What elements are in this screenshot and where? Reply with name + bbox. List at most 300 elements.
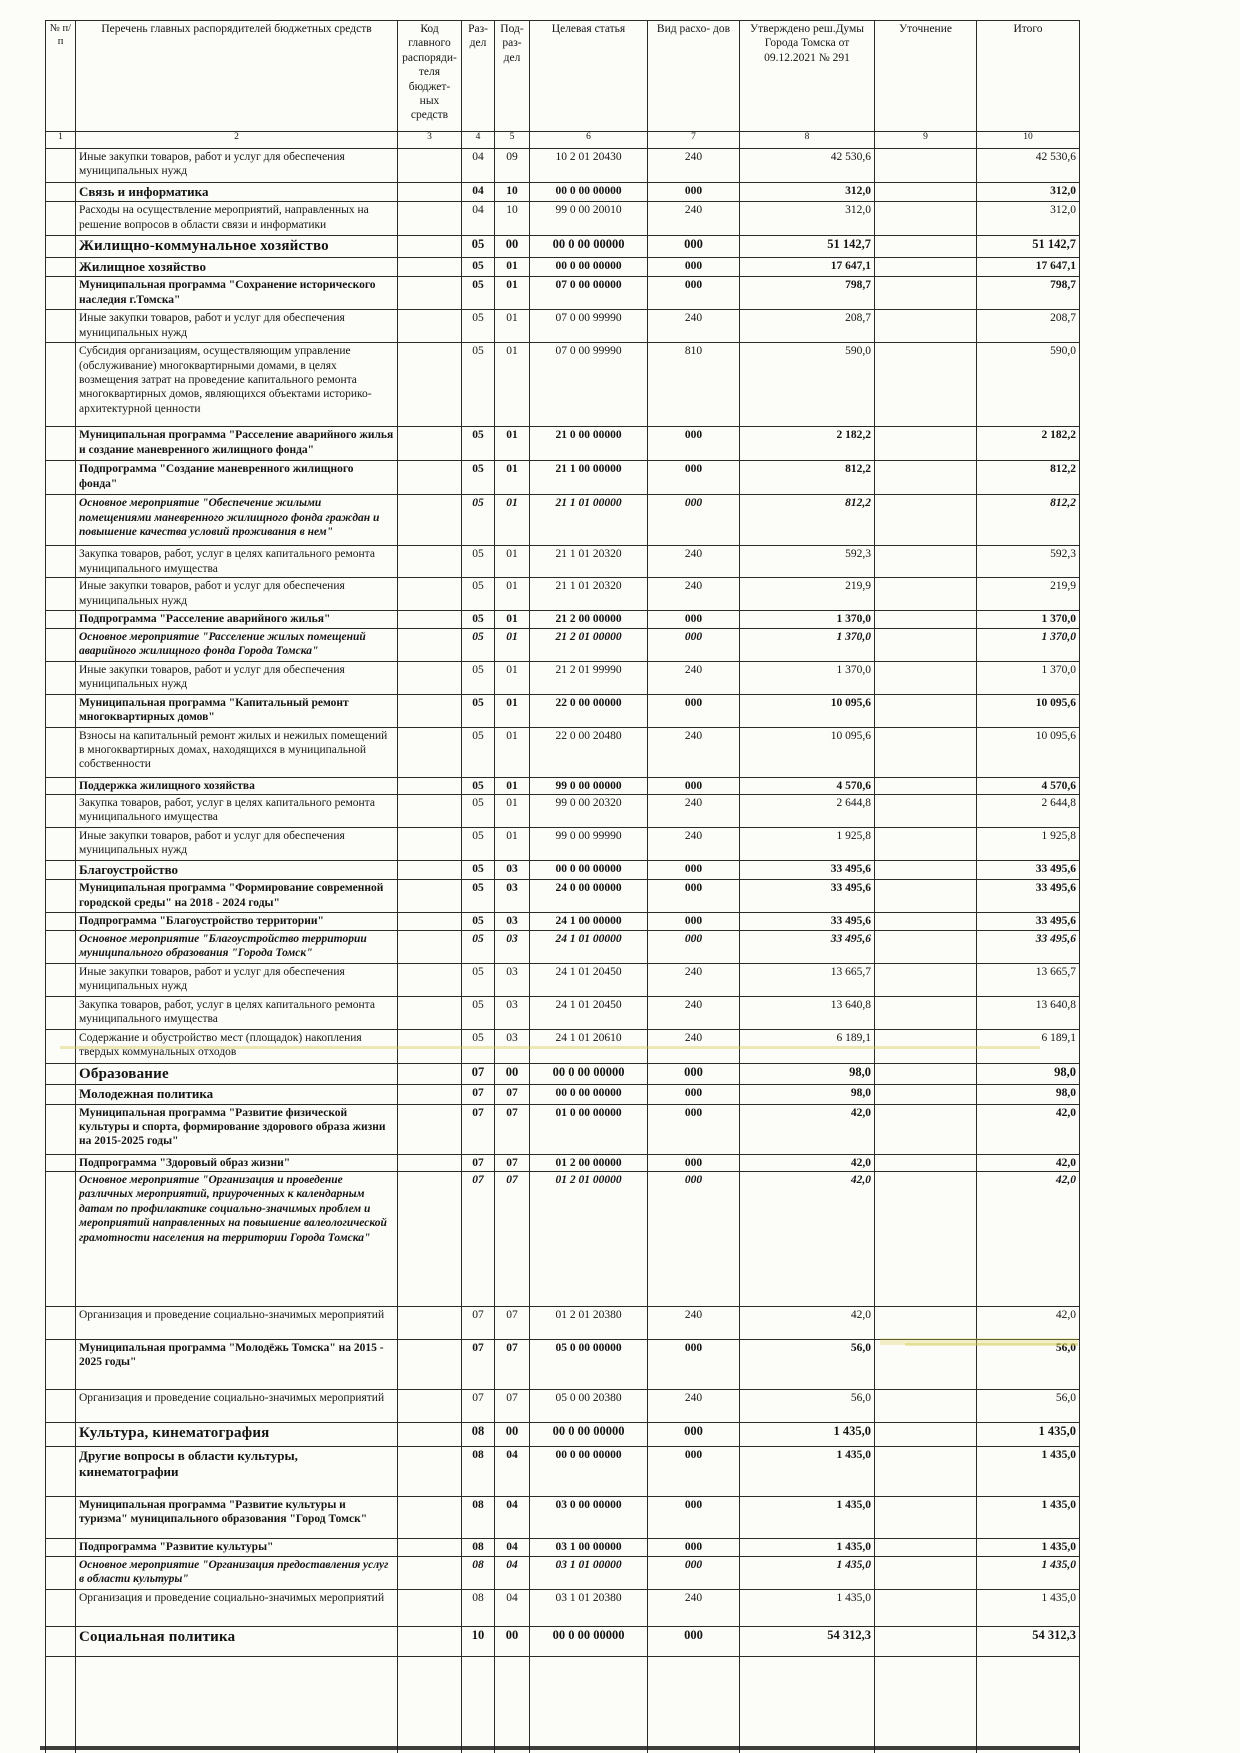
cell-total: 812,2 <box>977 495 1080 546</box>
table-row <box>46 1423 1080 1447</box>
cell-grbs-code <box>398 1423 462 1447</box>
col-number: 2 <box>76 132 398 149</box>
cell-approved: 1 435,0 <box>740 1423 875 1447</box>
cell-num <box>46 1063 76 1085</box>
cell-num <box>46 427 76 461</box>
table-row <box>46 1497 1080 1539</box>
cell-approved: 312,0 <box>740 183 875 202</box>
cell-total: 798,7 <box>977 277 1080 310</box>
cell-name: Муниципальная программа "Расселение аварийного жилья и создание маневренного жилищного фонда" <box>76 427 398 461</box>
cell-expense-type: 240 <box>648 1590 740 1627</box>
cell-name: Подпрограмма "Создание маневренного жилищного фонда" <box>76 461 398 495</box>
cell-razdel: 05 <box>462 963 495 996</box>
cell-expense-type: 000 <box>648 694 740 727</box>
cell-expense-type: 000 <box>648 258 740 277</box>
cell-target-article: 99 0 00 00000 <box>530 777 648 794</box>
cell-num <box>46 1172 76 1307</box>
cell-razdel: 10 <box>462 1627 495 1657</box>
cell-razdel: 05 <box>462 777 495 794</box>
cell-expense-type: 000 <box>648 277 740 310</box>
cell-adjustment <box>875 611 977 628</box>
cell-approved <box>740 1657 875 1753</box>
cell-grbs-code <box>398 183 462 202</box>
cell-expense-type: 000 <box>648 427 740 461</box>
table-row <box>46 913 1080 930</box>
col-header-expense-type: Вид расхо- дов <box>648 21 740 132</box>
cell-adjustment <box>875 930 977 963</box>
cell-name: Жилищное хозяйство <box>76 258 398 277</box>
cell-expense-type: 810 <box>648 343 740 427</box>
cell-num <box>46 1447 76 1497</box>
cell-expense-type: 000 <box>648 461 740 495</box>
cell-target-article: 00 0 00 00000 <box>530 1423 648 1447</box>
cell-adjustment <box>875 546 977 578</box>
cell-razdel: 05 <box>462 930 495 963</box>
cell-grbs-code <box>398 1627 462 1657</box>
cell-grbs-code <box>398 1447 462 1497</box>
cell-name: Культура, кинематография <box>76 1423 398 1447</box>
cell-adjustment <box>875 1172 977 1307</box>
cell-num <box>46 1390 76 1423</box>
cell-expense-type: 240 <box>648 996 740 1029</box>
cell-target-article: 24 1 01 00000 <box>530 930 648 963</box>
cell-num <box>46 795 76 828</box>
cell-grbs-code <box>398 1307 462 1340</box>
cell-num <box>46 1085 76 1104</box>
cell-num <box>46 930 76 963</box>
col-number: 8 <box>740 132 875 149</box>
cell-total: 42,0 <box>977 1307 1080 1340</box>
cell-expense-type: 240 <box>648 578 740 611</box>
cell-target-article: 21 2 01 99990 <box>530 661 648 694</box>
cell-num <box>46 461 76 495</box>
cell-name: Расходы на осуществление мероприятий, направленных на решение вопросов в области связи и информатики <box>76 202 398 236</box>
cell-name: Содержание и обустройство мест (площадок) накопления твердых коммунальных отходов <box>76 1029 398 1063</box>
cell-adjustment <box>875 1657 977 1753</box>
cell-adjustment <box>875 1104 977 1154</box>
table-row <box>46 546 1080 578</box>
cell-total: 33 495,6 <box>977 880 1080 913</box>
cell-target-article <box>530 1657 648 1753</box>
cell-podrazdel: 07 <box>495 1154 530 1171</box>
cell-grbs-code <box>398 1539 462 1557</box>
cell-grbs-code <box>398 828 462 861</box>
cell-razdel: 04 <box>462 183 495 202</box>
table-row <box>46 930 1080 963</box>
cell-num <box>46 149 76 183</box>
cell-razdel: 05 <box>462 795 495 828</box>
cell-expense-type: 000 <box>648 628 740 661</box>
cell-podrazdel: 03 <box>495 913 530 930</box>
cell-razdel: 08 <box>462 1497 495 1539</box>
cell-adjustment <box>875 1423 977 1447</box>
cell-podrazdel: 01 <box>495 628 530 661</box>
cell-grbs-code <box>398 1557 462 1590</box>
table-row <box>46 427 1080 461</box>
cell-num <box>46 1627 76 1657</box>
cell-target-article: 24 1 01 20450 <box>530 963 648 996</box>
table-row <box>46 1627 1080 1657</box>
cell-name: Иные закупки товаров, работ и услуг для обеспечения муниципальных нужд <box>76 310 398 343</box>
cell-grbs-code <box>398 149 462 183</box>
cell-name: Иные закупки товаров, работ и услуг для обеспечения муниципальных нужд <box>76 963 398 996</box>
cell-adjustment <box>875 310 977 343</box>
col-number: 9 <box>875 132 977 149</box>
col-number: 4 <box>462 132 495 149</box>
cell-podrazdel: 01 <box>495 661 530 694</box>
table-row <box>46 777 1080 794</box>
cell-adjustment <box>875 149 977 183</box>
cell-total: 17 647,1 <box>977 258 1080 277</box>
cell-name: Муниципальная программа "Формирование современной городской среды" на 2018 - 2024 годы" <box>76 880 398 913</box>
cell-name: Поддержка жилищного хозяйства <box>76 777 398 794</box>
cell-target-article: 01 2 00 00000 <box>530 1154 648 1171</box>
cell-grbs-code <box>398 611 462 628</box>
cell-approved: 590,0 <box>740 343 875 427</box>
cell-grbs-code <box>398 1390 462 1423</box>
cell-approved: 219,9 <box>740 578 875 611</box>
col-header-approved: Утверждено реш.Думы Города Томска от 09.12.2021 № 291 <box>740 21 875 132</box>
cell-approved: 798,7 <box>740 277 875 310</box>
cell-razdel: 05 <box>462 427 495 461</box>
table-row <box>46 727 1080 777</box>
cell-total: 592,3 <box>977 546 1080 578</box>
cell-razdel: 05 <box>462 996 495 1029</box>
cell-total: 1 370,0 <box>977 628 1080 661</box>
cell-target-article: 00 0 00 00000 <box>530 183 648 202</box>
cell-expense-type: 240 <box>648 828 740 861</box>
cell-adjustment <box>875 1390 977 1423</box>
cell-num <box>46 310 76 343</box>
table-row <box>46 277 1080 310</box>
col-number: 6 <box>530 132 648 149</box>
cell-expense-type: 240 <box>648 1029 740 1063</box>
table-header <box>46 21 1080 149</box>
cell-approved: 51 142,7 <box>740 236 875 258</box>
cell-expense-type: 000 <box>648 1063 740 1085</box>
cell-target-article: 01 0 00 00000 <box>530 1104 648 1154</box>
cell-grbs-code <box>398 996 462 1029</box>
cell-razdel: 05 <box>462 611 495 628</box>
cell-num <box>46 1029 76 1063</box>
cell-approved: 42,0 <box>740 1154 875 1171</box>
table-row <box>46 1085 1080 1104</box>
table-row <box>46 611 1080 628</box>
cell-podrazdel: 03 <box>495 861 530 880</box>
col-header-target-article: Целевая статья <box>530 21 648 132</box>
cell-grbs-code <box>398 861 462 880</box>
cell-target-article: 07 0 00 99990 <box>530 343 648 427</box>
cell-podrazdel: 04 <box>495 1539 530 1557</box>
cell-grbs-code <box>398 495 462 546</box>
cell-grbs-code <box>398 880 462 913</box>
cell-num <box>46 1340 76 1390</box>
cell-expense-type: 000 <box>648 1539 740 1557</box>
cell-num <box>46 1104 76 1154</box>
cell-podrazdel: 04 <box>495 1590 530 1627</box>
cell-name: Организация и проведение социально-значимых мероприятий <box>76 1590 398 1627</box>
cell-razdel: 05 <box>462 913 495 930</box>
cell-target-article: 21 2 00 00000 <box>530 611 648 628</box>
cell-target-article: 00 0 00 00000 <box>530 1085 648 1104</box>
cell-approved: 312,0 <box>740 202 875 236</box>
cell-podrazdel: 07 <box>495 1390 530 1423</box>
cell-num <box>46 996 76 1029</box>
cell-name: Муниципальная программа "Сохранение исторического наследия г.Томска" <box>76 277 398 310</box>
cell-name <box>76 1657 398 1753</box>
table-row <box>46 1307 1080 1340</box>
table-row <box>46 1539 1080 1557</box>
cell-adjustment <box>875 427 977 461</box>
cell-total <box>977 1657 1080 1753</box>
cell-name: Основное мероприятие "Благоустройство территории муниципального образования "Города Томск" <box>76 930 398 963</box>
cell-approved: 4 570,6 <box>740 777 875 794</box>
table-row <box>46 258 1080 277</box>
cell-target-article: 03 1 01 20380 <box>530 1590 648 1627</box>
cell-total: 33 495,6 <box>977 913 1080 930</box>
cell-razdel: 05 <box>462 578 495 611</box>
cell-target-article: 24 0 00 00000 <box>530 880 648 913</box>
table-row <box>46 578 1080 611</box>
cell-name: Основное мероприятие "Организация и проведение различных мероприятий, приуроченных к календарным датам по профилактике социально-значимых проблем и мероприятий направленных на повышение валеологической грамотности населения на территории Города Томска" <box>76 1172 398 1307</box>
cell-name: Жилищно-коммунальное хозяйство <box>76 236 398 258</box>
cell-razdel: 07 <box>462 1154 495 1171</box>
cell-adjustment <box>875 1447 977 1497</box>
table-row <box>46 880 1080 913</box>
cell-target-article: 00 0 00 00000 <box>530 258 648 277</box>
table-row <box>46 149 1080 183</box>
cell-expense-type: 240 <box>648 661 740 694</box>
cell-adjustment <box>875 1557 977 1590</box>
cell-razdel: 07 <box>462 1390 495 1423</box>
cell-podrazdel: 00 <box>495 1627 530 1657</box>
cell-total: 54 312,3 <box>977 1627 1080 1657</box>
table-row-empty <box>46 1657 1080 1753</box>
cell-grbs-code <box>398 1154 462 1171</box>
cell-razdel: 07 <box>462 1340 495 1390</box>
cell-name: Иные закупки товаров, работ и услуг для обеспечения муниципальных нужд <box>76 828 398 861</box>
table-row <box>46 236 1080 258</box>
cell-target-article: 21 0 00 00000 <box>530 427 648 461</box>
cell-expense-type: 000 <box>648 1104 740 1154</box>
cell-total: 42 530,6 <box>977 149 1080 183</box>
cell-expense-type: 240 <box>648 1307 740 1340</box>
cell-approved: 33 495,6 <box>740 880 875 913</box>
cell-name: Иные закупки товаров, работ и услуг для обеспечения муниципальных нужд <box>76 149 398 183</box>
cell-grbs-code <box>398 578 462 611</box>
cell-podrazdel: 03 <box>495 963 530 996</box>
cell-podrazdel: 03 <box>495 996 530 1029</box>
cell-podrazdel: 01 <box>495 828 530 861</box>
cell-target-article: 22 0 00 20480 <box>530 727 648 777</box>
cell-total: 13 665,7 <box>977 963 1080 996</box>
cell-target-article: 00 0 00 00000 <box>530 236 648 258</box>
cell-adjustment <box>875 183 977 202</box>
cell-name: Муниципальная программа "Капитальный ремонт многоквартирных домов" <box>76 694 398 727</box>
cell-name: Подпрограмма "Расселение аварийного жилья" <box>76 611 398 628</box>
table-row <box>46 661 1080 694</box>
cell-podrazdel: 01 <box>495 694 530 727</box>
cell-razdel: 05 <box>462 546 495 578</box>
table-body <box>46 149 1080 1753</box>
cell-total: 312,0 <box>977 202 1080 236</box>
cell-razdel: 08 <box>462 1590 495 1627</box>
cell-name: Основное мероприятие "Расселение жилых помещений аварийного жилищного фонда Города Томска" <box>76 628 398 661</box>
cell-expense-type: 240 <box>648 202 740 236</box>
cell-target-article: 21 2 01 00000 <box>530 628 648 661</box>
cell-num <box>46 861 76 880</box>
cell-grbs-code <box>398 1657 462 1753</box>
cell-total: 42,0 <box>977 1172 1080 1307</box>
cell-razdel: 05 <box>462 727 495 777</box>
cell-adjustment <box>875 1497 977 1539</box>
cell-approved: 1 370,0 <box>740 611 875 628</box>
cell-adjustment <box>875 694 977 727</box>
cell-num <box>46 1590 76 1627</box>
cell-razdel: 07 <box>462 1172 495 1307</box>
cell-approved: 1 435,0 <box>740 1497 875 1539</box>
cell-approved: 1 370,0 <box>740 661 875 694</box>
cell-adjustment <box>875 1340 977 1390</box>
cell-adjustment <box>875 236 977 258</box>
cell-razdel: 08 <box>462 1447 495 1497</box>
cell-approved: 1 435,0 <box>740 1447 875 1497</box>
cell-target-article: 21 1 01 20320 <box>530 546 648 578</box>
cell-total: 13 640,8 <box>977 996 1080 1029</box>
cell-expense-type: 000 <box>648 183 740 202</box>
table-row <box>46 963 1080 996</box>
col-number: 7 <box>648 132 740 149</box>
cell-target-article: 01 2 01 20380 <box>530 1307 648 1340</box>
col-header-adjustment: Уточнение <box>875 21 977 132</box>
cell-grbs-code <box>398 930 462 963</box>
cell-adjustment <box>875 1539 977 1557</box>
cell-podrazdel: 01 <box>495 727 530 777</box>
cell-name: Организация и проведение социально-значимых мероприятий <box>76 1390 398 1423</box>
cell-total: 56,0 <box>977 1340 1080 1390</box>
cell-target-article: 24 1 00 00000 <box>530 913 648 930</box>
cell-grbs-code <box>398 963 462 996</box>
cell-expense-type: 000 <box>648 1497 740 1539</box>
cell-num <box>46 727 76 777</box>
cell-expense-type: 000 <box>648 930 740 963</box>
cell-podrazdel: 01 <box>495 795 530 828</box>
cell-podrazdel: 00 <box>495 236 530 258</box>
cell-adjustment <box>875 661 977 694</box>
cell-total: 98,0 <box>977 1063 1080 1085</box>
cell-expense-type: 240 <box>648 963 740 996</box>
cell-razdel: 05 <box>462 880 495 913</box>
cell-adjustment <box>875 277 977 310</box>
cell-podrazdel: 04 <box>495 1447 530 1497</box>
cell-total: 208,7 <box>977 310 1080 343</box>
cell-num <box>46 628 76 661</box>
cell-grbs-code <box>398 546 462 578</box>
cell-total: 1 370,0 <box>977 611 1080 628</box>
table-row <box>46 1590 1080 1627</box>
cell-podrazdel: 04 <box>495 1557 530 1590</box>
cell-approved: 1 435,0 <box>740 1557 875 1590</box>
cell-approved: 13 665,7 <box>740 963 875 996</box>
cell-target-article: 07 0 00 00000 <box>530 277 648 310</box>
column-number-row <box>46 132 1080 149</box>
cell-approved: 1 435,0 <box>740 1590 875 1627</box>
cell-expense-type: 000 <box>648 880 740 913</box>
cell-podrazdel: 03 <box>495 880 530 913</box>
cell-target-article: 99 0 00 20320 <box>530 795 648 828</box>
cell-name: Взносы на капитальный ремонт жилых и нежилых помещений в многоквартирных домах, находящихся в муниципальной собственности <box>76 727 398 777</box>
cell-grbs-code <box>398 202 462 236</box>
cell-total: 56,0 <box>977 1390 1080 1423</box>
cell-target-article: 21 1 01 00000 <box>530 495 648 546</box>
cell-name: Благоустройство <box>76 861 398 880</box>
cell-approved: 13 640,8 <box>740 996 875 1029</box>
cell-podrazdel: 10 <box>495 202 530 236</box>
cell-razdel: 05 <box>462 461 495 495</box>
cell-podrazdel <box>495 1657 530 1753</box>
cell-total: 10 095,6 <box>977 727 1080 777</box>
cell-target-article: 00 0 00 00000 <box>530 1447 648 1497</box>
cell-total: 1 435,0 <box>977 1423 1080 1447</box>
cell-total: 590,0 <box>977 343 1080 427</box>
cell-razdel <box>462 1657 495 1753</box>
cell-expense-type: 240 <box>648 1390 740 1423</box>
cell-adjustment <box>875 795 977 828</box>
table-row <box>46 202 1080 236</box>
cell-expense-type: 000 <box>648 1557 740 1590</box>
cell-approved: 56,0 <box>740 1390 875 1423</box>
cell-total: 10 095,6 <box>977 694 1080 727</box>
table-row <box>46 1340 1080 1390</box>
cell-grbs-code <box>398 913 462 930</box>
cell-num <box>46 1657 76 1753</box>
cell-total: 33 495,6 <box>977 930 1080 963</box>
cell-name: Муниципальная программа "Молодёжь Томска" на 2015 - 2025 годы" <box>76 1340 398 1390</box>
cell-razdel: 08 <box>462 1539 495 1557</box>
cell-razdel: 05 <box>462 236 495 258</box>
cell-grbs-code <box>398 1497 462 1539</box>
cell-target-article: 22 0 00 00000 <box>530 694 648 727</box>
cell-name: Социальная политика <box>76 1627 398 1657</box>
cell-num <box>46 236 76 258</box>
cell-razdel: 05 <box>462 310 495 343</box>
cell-podrazdel: 09 <box>495 149 530 183</box>
cell-adjustment <box>875 1154 977 1171</box>
cell-target-article: 24 1 01 20450 <box>530 996 648 1029</box>
table-header-row <box>46 21 1080 132</box>
cell-name: Основное мероприятие "Обеспечение жилыми помещениями маневренного жилищного фонда граждан и повышение качества условий проживания в нем" <box>76 495 398 546</box>
cell-approved: 33 495,6 <box>740 930 875 963</box>
col-number: 10 <box>977 132 1080 149</box>
cell-approved: 54 312,3 <box>740 1627 875 1657</box>
cell-podrazdel: 10 <box>495 183 530 202</box>
cell-expense-type: 240 <box>648 310 740 343</box>
cell-num <box>46 828 76 861</box>
cell-grbs-code <box>398 1340 462 1390</box>
cell-razdel: 07 <box>462 1307 495 1340</box>
cell-grbs-code <box>398 1172 462 1307</box>
cell-razdel: 05 <box>462 861 495 880</box>
cell-expense-type: 000 <box>648 236 740 258</box>
cell-total: 2 644,8 <box>977 795 1080 828</box>
cell-adjustment <box>875 777 977 794</box>
cell-podrazdel: 07 <box>495 1307 530 1340</box>
cell-target-article: 00 0 00 00000 <box>530 1063 648 1085</box>
cell-total: 812,2 <box>977 461 1080 495</box>
cell-podrazdel: 01 <box>495 277 530 310</box>
col-number: 3 <box>398 132 462 149</box>
cell-adjustment <box>875 1063 977 1085</box>
